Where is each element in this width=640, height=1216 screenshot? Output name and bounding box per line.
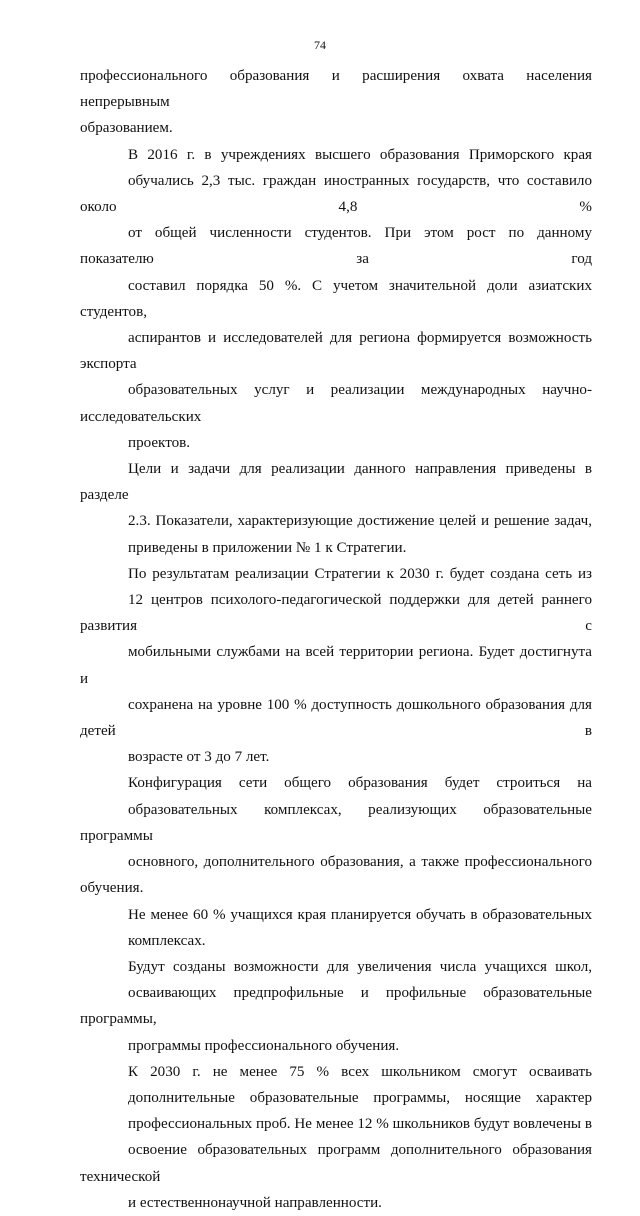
text-line: от общей численности студентов. При этом рост по данному показателю за год [80,225,592,268]
paragraph-goals [80,456,592,561]
text-line: образованием. [80,120,173,137]
text-line: приведены в приложении № 1 к Стратегии. [128,539,407,556]
text-line: проектов. [128,434,191,451]
text-line: профессионального образования и расширения охвата населения непрерывным [80,68,592,111]
text-line: комплексах. [128,932,206,949]
text-line: основного, дополнительного образования, а также профессионального обучения. [80,854,592,897]
paragraph-profile-programs [80,954,592,1059]
text-line: Не менее 60 % учащихся края планируется обучать в образовательных [128,906,592,923]
text-line: Будут созданы возможности для увеличения числа учащихся школ, [128,958,592,975]
text-line: профессиональных проб. Не менее 12 % школьников будут вовлечены в [128,1116,592,1133]
text-line: сохранена на уровне 100 % доступность дошкольного образования для детей в [80,696,592,740]
paragraph-school-network [80,770,592,953]
document-body [80,63,592,1216]
text-line: обучались 2,3 тыс. граждан иностранных государств, что составило около 4,8 % [80,172,592,216]
paragraph-continued [80,63,592,142]
text-line: К 2030 г. не менее 75 % всех школьником смогут осваивать [128,1063,592,1080]
text-line: образовательных услуг и реализации международных научно-исследовательских [80,382,592,425]
paragraph-additional-education [80,1059,592,1216]
page-number: 74 [314,38,326,52]
text-line: возрасте от 3 до 7 лет. [128,749,270,766]
text-line: 12 центров психолого-педагогической поддержки для детей раннего развития с [80,592,592,635]
text-line: По результатам реализации Стратегии к 2030 г. будет создана сеть из [128,565,592,582]
paragraph-foreign-students [80,142,592,456]
text-line: мобильными службами на всей территории региона. Будет достигнута и [80,644,592,687]
text-line: дополнительные образовательные программы, носящие характер [128,1089,592,1106]
text-line: 2.3. Показатели, характеризующие достижение целей и решение задач, [128,513,592,530]
text-line: программы профессионального обучения. [128,1037,400,1054]
text-line: Конфигурация сети общего образования будет строиться на [128,775,592,792]
text-line: Цели и задачи для реализации данного направления приведены в разделе [80,461,592,504]
text-line: образовательных комплексах, реализующих образовательные программы [80,801,592,844]
text-line: освоение образовательных программ дополнительного образования технической [80,1142,592,1185]
text-line: и естественнонаучной направленности. [128,1194,382,1211]
paragraph-strategy-results [80,561,592,771]
text-line: осваивающих предпрофильные и профильные образовательные программы, [80,985,592,1028]
text-line: аспирантов и исследователей для региона формируется возможность экспорта [80,330,592,373]
text-line: В 2016 г. в учреждениях высшего образования Приморского края [128,146,592,163]
text-line: составил порядка 50 %. С учетом значительной доли азиатских студентов, [80,277,592,320]
